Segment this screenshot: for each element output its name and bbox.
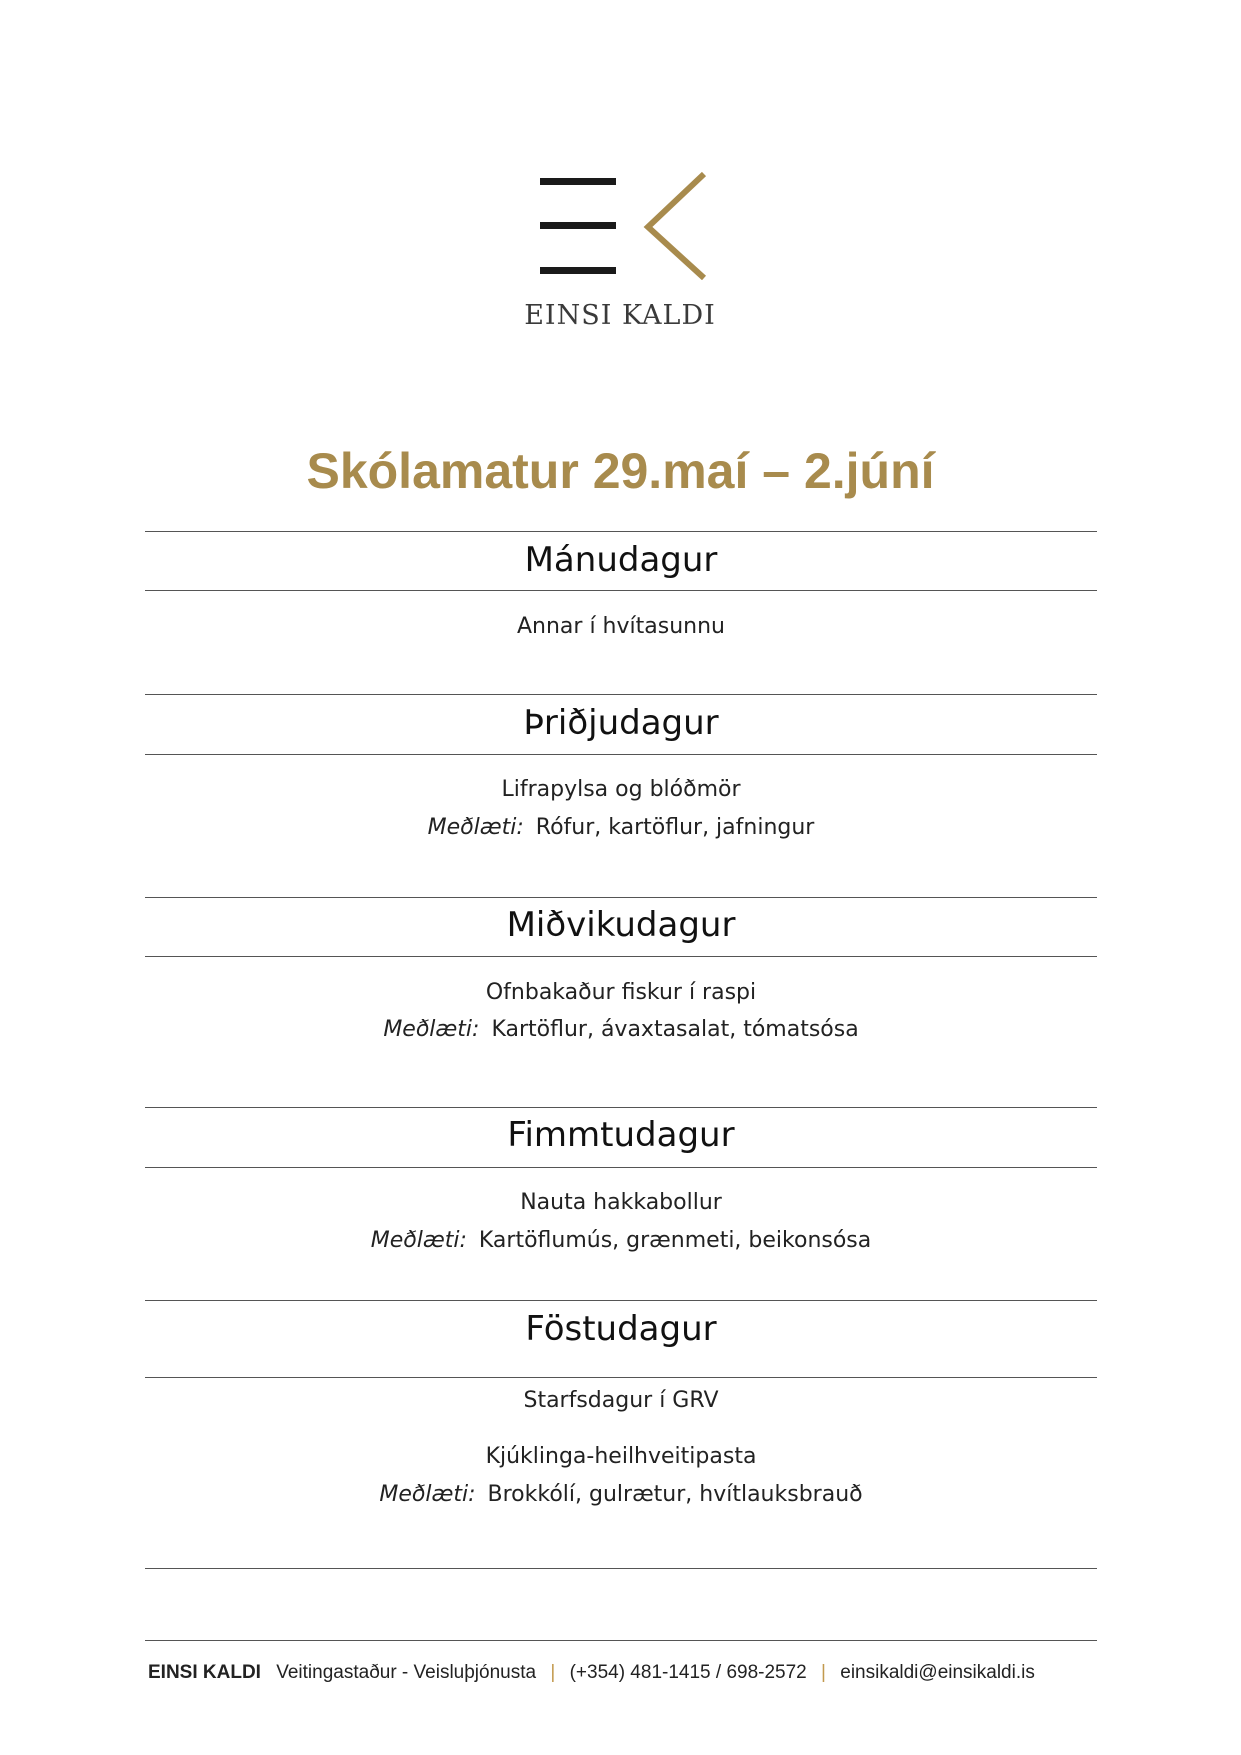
divider xyxy=(145,1300,1097,1301)
logo xyxy=(520,170,720,340)
menu-item: Ofnbakaður fiskur í raspi xyxy=(485,980,757,1005)
divider xyxy=(145,897,1097,898)
divider xyxy=(145,1107,1097,1108)
day-heading-thursday: Fimmtudagur xyxy=(507,1115,735,1155)
footer-email[interactable]: einsikaldi@einsikaldi.is xyxy=(840,1662,1035,1683)
menu-item: Kjúklinga-heilhveitipasta xyxy=(485,1444,757,1469)
side-dish-line: Meðlæti: Kartöflumús, grænmeti, beikonsósa xyxy=(370,1228,872,1253)
footer xyxy=(148,1662,1108,1684)
page-title: Skólamatur 29.maí – 2.júní xyxy=(306,443,935,499)
side-dish-label: Meðlæti: xyxy=(383,1017,480,1042)
divider xyxy=(145,956,1097,957)
footer-phone: (+354) 481-1415 / 698-2572 xyxy=(569,1662,807,1683)
divider xyxy=(145,694,1097,695)
footer-tagline: Veitingastaður - Veisluþjónusta xyxy=(276,1662,537,1683)
divider xyxy=(145,1640,1097,1641)
logo-text: EINSI KALDI xyxy=(524,300,716,331)
divider xyxy=(145,1568,1097,1569)
side-dish-label: Meðlæti: xyxy=(370,1228,467,1253)
menu-item: Starfsdagur í GRV xyxy=(523,1388,719,1413)
footer-brand: EINSI KALDI xyxy=(148,1662,261,1683)
divider xyxy=(145,1167,1097,1168)
divider xyxy=(145,531,1097,532)
day-heading-monday: Mánudagur xyxy=(524,540,718,580)
side-dish-line: Meðlæti: Kartöflur, ávaxtasalat, tómatsósa xyxy=(383,1017,859,1042)
day-heading-friday: Föstudagur xyxy=(525,1309,717,1349)
divider xyxy=(145,1377,1097,1378)
footer-separator: | xyxy=(550,1662,556,1683)
divider xyxy=(145,590,1097,591)
footer-separator: | xyxy=(821,1662,826,1683)
side-dish-line: Meðlæti: Brokkólí, gulrætur, hvítlauksbrauð xyxy=(379,1482,863,1507)
side-dish-line: Meðlæti: Rófur, kartöflur, jafningur xyxy=(427,815,815,840)
side-dish-label: Meðlæti: xyxy=(427,815,524,840)
day-heading-tuesday: Þriðjudagur xyxy=(523,703,719,743)
menu-item: Annar í hvítasunnu xyxy=(517,614,725,639)
divider xyxy=(145,754,1097,755)
day-heading-wednesday: Miðvikudagur xyxy=(506,905,736,945)
menu-item: Lifrapylsa og blóðmör xyxy=(501,777,741,802)
menu-item: Nauta hakkabollur xyxy=(520,1190,722,1215)
side-dish-label: Meðlæti: xyxy=(379,1482,476,1507)
logo-mark-icon xyxy=(540,170,710,280)
